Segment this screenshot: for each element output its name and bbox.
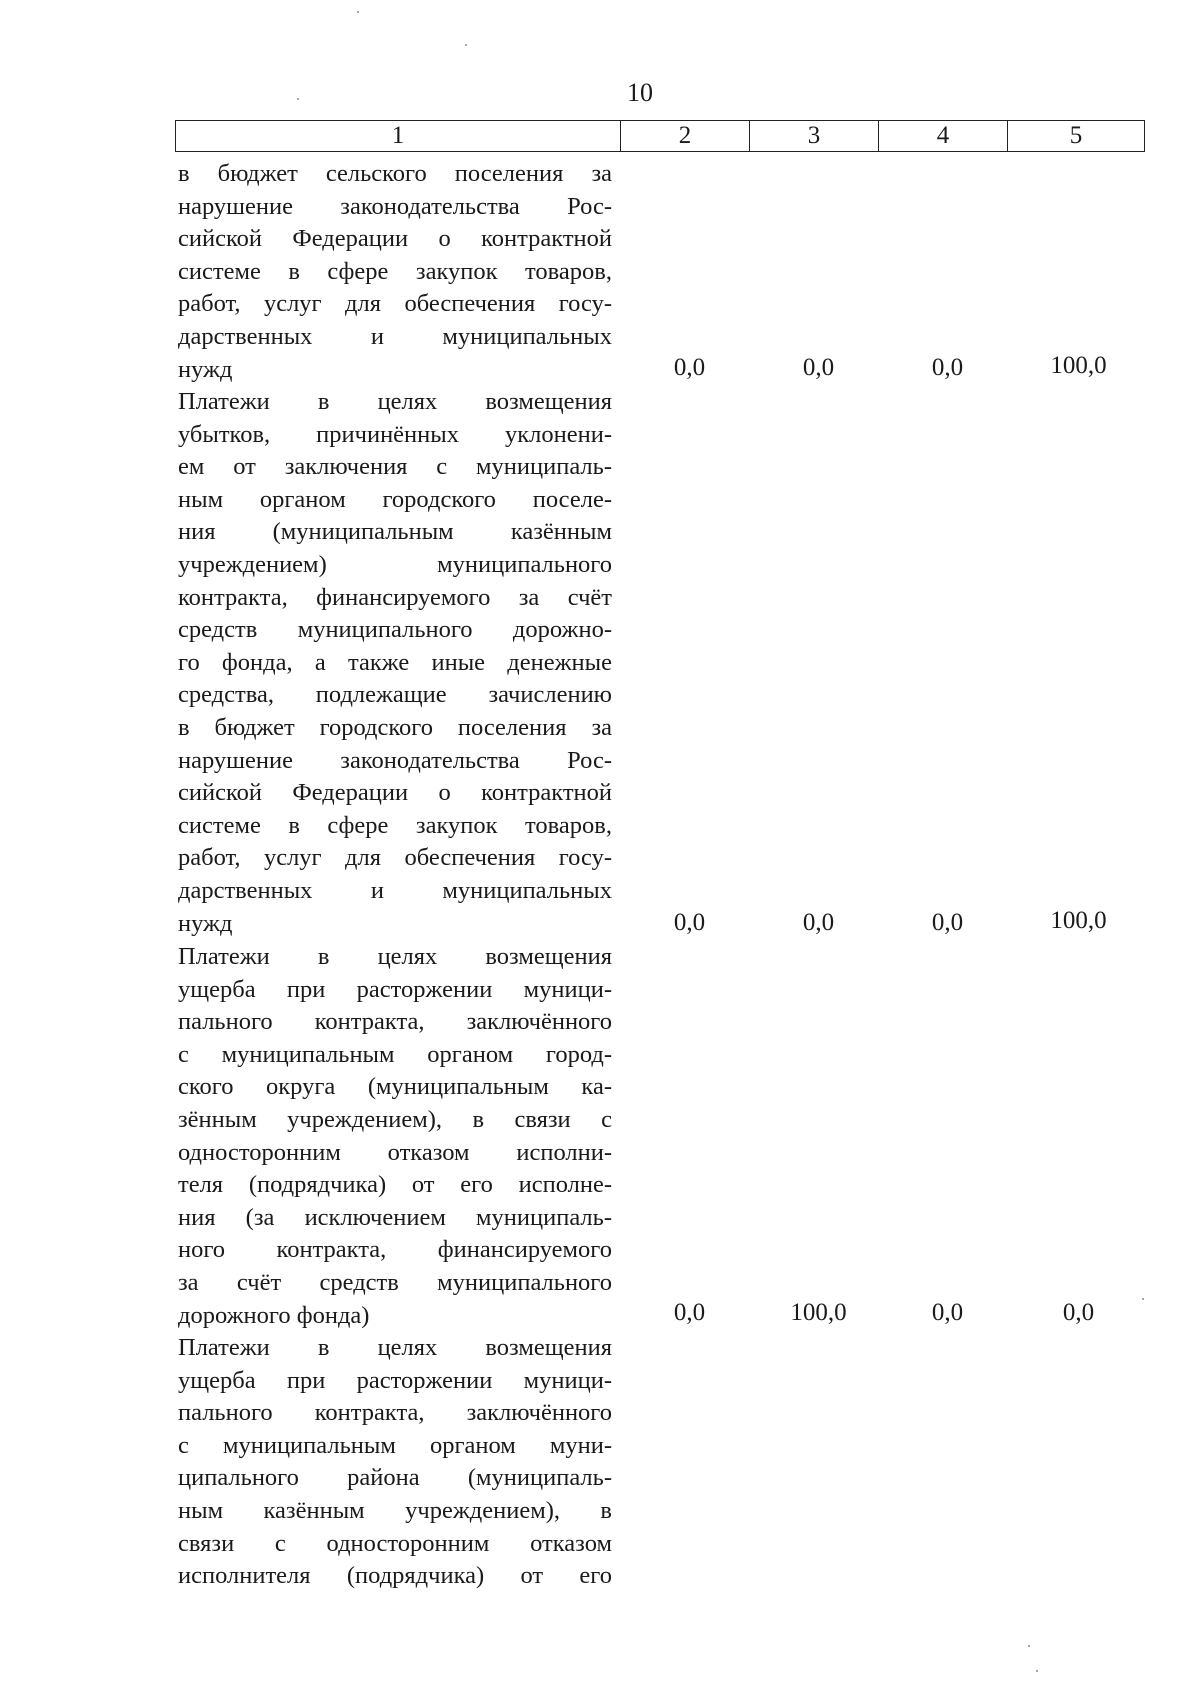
text-line: связи с односторонним отказом	[178, 1529, 612, 1557]
text-line: ным казённым учреждением), в	[178, 1496, 612, 1524]
row-1-col-5-value: 100,0	[1050, 352, 1107, 379]
row-1-description	[178, 158, 612, 386]
scan-speck	[297, 98, 299, 100]
table-header-row	[175, 120, 1145, 152]
text-line: ного контракта, финансируемого	[178, 1236, 612, 1264]
text-line: ципального района (муниципаль-	[178, 1464, 612, 1492]
header-col-4: 4	[879, 121, 1008, 151]
scan-speck	[465, 44, 467, 46]
text-line: сийской Федерации о контрактной	[178, 779, 612, 807]
scan-speck	[1028, 1645, 1030, 1647]
row-3-col-2-value: 0,0	[673, 1299, 706, 1326]
text-line: дарственных и муниципальных	[178, 322, 612, 350]
text-line: нужд	[178, 909, 233, 937]
text-line: средства, подлежащие зачислению	[178, 681, 612, 709]
text-line: ным органом городского поселе-	[178, 485, 612, 513]
text-line: нарушение законодательства Рос-	[178, 192, 612, 220]
text-line: с муниципальным органом город-	[178, 1040, 612, 1068]
text-line: Платежи в целях возмещения	[178, 943, 612, 970]
text-line: исполнителя (подрядчика) от его	[178, 1562, 612, 1590]
text-line: ния (за исключением муниципаль-	[178, 1203, 612, 1231]
text-line: ущерба при расторжении муници-	[178, 975, 612, 1003]
header-col-1: 1	[176, 121, 621, 151]
row-2-col-4-value: 0,0	[931, 909, 964, 936]
text-line: системе в сфере закупок товаров,	[178, 811, 612, 839]
text-line: нарушение законодательства Рос-	[178, 746, 612, 774]
row-1-col-3-value: 0,0	[802, 354, 835, 381]
text-line: ущерба при расторжении муници-	[178, 1366, 612, 1394]
scan-speck	[1036, 1670, 1038, 1672]
text-line: ем от заключения с муниципаль-	[178, 453, 612, 481]
scan-speck	[357, 11, 359, 13]
text-line: сийской Федерации о контрактной	[178, 225, 612, 253]
row-1-col-4-value: 0,0	[931, 354, 964, 381]
text-line: го фонда, а также иные денежные	[178, 648, 612, 676]
text-line: дарственных и муниципальных	[178, 876, 612, 904]
text-line: зённым учреждением), в связи с	[178, 1105, 612, 1133]
scan-speck	[1142, 1298, 1144, 1300]
text-line: убытков, причинённых уклонени-	[178, 420, 612, 448]
row-3-description	[178, 941, 612, 1332]
text-line: дорожного фонда)	[178, 1301, 370, 1329]
header-col-3: 3	[750, 121, 879, 151]
text-line: контракта, финансируемого за счёт	[178, 583, 612, 611]
text-line: Платежи в целях возмещения	[178, 1334, 612, 1361]
row-1-col-2-value: 0,0	[673, 354, 706, 381]
text-line: односторонним отказом исполни-	[178, 1138, 612, 1166]
text-line: ского округа (муниципальным ка-	[178, 1073, 612, 1101]
text-line: Платежи в целях возмещения	[178, 388, 612, 415]
row-2-description	[178, 386, 612, 940]
text-line: теля (подрядчика) от его исполне-	[178, 1171, 612, 1199]
header-col-2: 2	[621, 121, 750, 151]
text-line: с муниципальным органом муни-	[178, 1431, 612, 1459]
text-line: работ, услуг для обеспечения госу-	[178, 844, 612, 872]
row-3-col-4-value: 0,0	[931, 1299, 964, 1326]
text-line: ния (муниципальным казённым	[178, 518, 612, 546]
row-2-col-3-value: 0,0	[802, 909, 835, 936]
text-line: в бюджет городского поселения за	[178, 713, 612, 741]
text-line: за счёт средств муниципального	[178, 1268, 612, 1296]
row-2-col-5-value: 100,0	[1050, 907, 1107, 934]
row-4-description	[178, 1332, 612, 1593]
text-line: в бюджет сельского поселения за	[178, 160, 612, 187]
text-line: средств муниципального дорожно-	[178, 616, 612, 644]
text-line: системе в сфере закупок товаров,	[178, 257, 612, 285]
text-line: нужд	[178, 355, 233, 383]
row-2-col-2-value: 0,0	[673, 909, 706, 936]
text-line: пального контракта, заключённого	[178, 1399, 612, 1427]
text-line: учреждением) муниципального	[178, 550, 612, 578]
text-line: пального контракта, заключённого	[178, 1008, 612, 1036]
row-3-col-3-value: 100,0	[790, 1299, 847, 1326]
text-line: работ, услуг для обеспечения госу-	[178, 290, 612, 318]
page-number: 10	[627, 78, 653, 107]
header-col-5: 5	[1069, 122, 1083, 149]
row-3-col-5-value: 0,0	[1062, 1299, 1095, 1326]
